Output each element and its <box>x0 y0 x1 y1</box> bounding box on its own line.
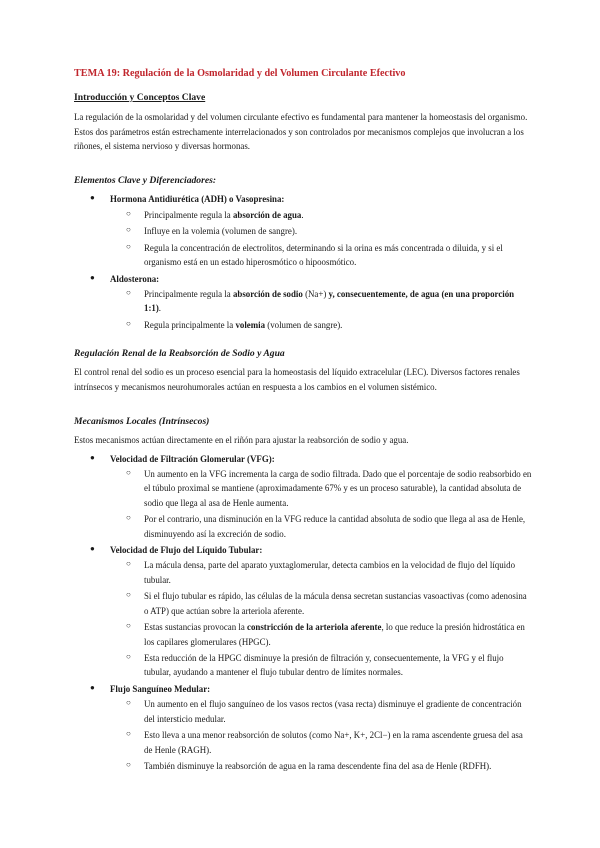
sub-item: ○ Regula principalmente la volemia (volumen de sangre). <box>126 318 343 330</box>
intro-heading: Introducción y Conceptos Clave <box>74 92 206 104</box>
elements-heading: Elementos Clave y Diferenciadores: <box>74 175 217 187</box>
list-item-flujo-tubular <box>74 543 532 680</box>
circle-bullet-icon: ○ <box>126 621 131 631</box>
sub-item: ○ Influye en la volemia (volumen de sangre). <box>126 225 298 237</box>
sub-item: ○ Principalmente regula la absorción de agua. <box>126 208 304 220</box>
sub-item: ○ Si el flujo tubular es rápido, las células de la mácula densa secretan sustancias vasoactivas (como adenosina o ATP) que actúan sobre la arteriola aferente. <box>126 590 527 616</box>
circle-bullet-icon: ○ <box>126 318 131 328</box>
intro-paragraph: La regulación de la osmolaridad y del volumen circulante efectivo es fundamental para mantener la homeostasis del organismo. Estos dos parámetros están estrechamente interrelacionados y son controlados por mecanismos complejos que involucran a los riñones, el sistema nervioso y diversas hormonas. <box>74 112 528 152</box>
circle-bullet-icon: ○ <box>126 698 131 708</box>
sub-item: ○ La mácula densa, parte del aparato yuxtaglomerular, detecta cambios en la velocidad de flujo del líquido tubular. <box>126 559 516 585</box>
local-heading: Mecanismos Locales (Intrínsecos) <box>74 416 210 428</box>
circle-bullet-icon: ○ <box>126 590 131 600</box>
sub-item: ○ Esta reducción de la HPGC disminuye la presión de filtración y, consecuentemente, la VFG y el flujo tubular, ayudando a mantener el flujo tubular dentro de límites normales. <box>126 651 504 678</box>
item-label: Flujo Sanguíneo Medular: <box>110 683 211 694</box>
elements-list <box>74 192 532 332</box>
sub-item: ○ Estas sustancias provocan la constricción de la arteriola aferente, lo que reduce la presión hidrostática en los capilares glomerulares (HPGC). <box>126 621 525 647</box>
bullet-icon: ● <box>90 452 95 462</box>
circle-bullet-icon: ○ <box>126 241 131 251</box>
item-label: Hormona Antidiurética (ADH) o Vasopresina: <box>110 194 285 205</box>
circle-bullet-icon: ○ <box>126 288 131 297</box>
circle-bullet-icon: ○ <box>126 225 131 235</box>
list-item-adh <box>74 192 532 269</box>
renal-heading: Regulación Renal de la Reabsorción de Sodio y Agua <box>74 348 285 360</box>
list-item-vfg <box>74 452 532 542</box>
bullet-icon: ● <box>90 544 95 554</box>
sub-item: ○ Un aumento en el flujo sanguíneo de los vasos rectos (vasa recta) disminuye el gradiente de concentración del intersticio medular. <box>126 698 522 724</box>
sub-item: ○ Principalmente regula la absorción de sodio (Na+) y, consecuentemente, de agua (en una proporción 1:1). <box>126 288 515 314</box>
item-label: Velocidad de Filtración Glomerular (VFG): <box>110 453 275 464</box>
circle-bullet-icon: ○ <box>126 759 131 769</box>
item-label: Velocidad de Flujo del Líquido Tubular: <box>110 545 263 556</box>
bullet-icon: ● <box>90 193 95 203</box>
local-list <box>74 452 532 774</box>
list-item-flujo-medular <box>74 682 532 774</box>
circle-bullet-icon: ○ <box>126 467 131 477</box>
circle-bullet-icon: ○ <box>126 208 131 218</box>
sub-item: ○ Por el contrario, una disminución en la VFG reduce la cantidad absoluta de sodio que llega al asa de Henle, disminuyendo así la excreción de sodio. <box>126 513 526 539</box>
sub-item: ○ Regula la concentración de electrolitos, determinando si la orina es más concentrada o diluida, y si el organismo está en un estado hiperosmótico o hipoosmótico. <box>126 241 503 268</box>
renal-paragraph: El control renal del sodio es un proceso esencial para la homeostasis del líquido extracelular (LEC). Diversos factores renales intrínsecos y mecanismos neurohumorales actúan en respuesta a los cambios en el volumen sistémico. <box>74 367 520 392</box>
sub-item: ○ También disminuye la reabsorción de agua en la rama descendente fina del asa de Henle (RDFH). <box>126 759 492 771</box>
sub-item: ○ Esto lleva a una menor reabsorción de solutos (como Na+, K+, 2Cl−) en la rama ascendente gruesa del asa de Henle (RAGH). <box>126 729 523 755</box>
sub-item: ○ Un aumento en la VFG incrementa la carga de sodio filtrada. Dado que el porcentaje de sodio reabsorbido en el túbulo proximal se mantiene (aproximadamente 67% y es un proceso saturable), la cantidad absoluta de sodio que llega al asa de Henle aumenta. <box>126 467 532 508</box>
page-title: TEMA 19: Regulación de la Osmolaridad y del Volumen Circulante Efectivo <box>74 68 406 79</box>
document-page <box>74 68 532 775</box>
circle-bullet-icon: ○ <box>126 513 131 523</box>
bullet-icon: ● <box>90 272 95 282</box>
circle-bullet-icon: ○ <box>126 559 131 569</box>
local-paragraph: Estos mecanismos actúan directamente en el riñón para ajustar la reabsorción de sodio y agua. <box>74 435 409 446</box>
item-label: Aldosterona: <box>110 273 160 284</box>
bullet-icon: ● <box>90 682 95 692</box>
circle-bullet-icon: ○ <box>126 651 131 661</box>
list-item-aldosterona <box>74 272 532 333</box>
circle-bullet-icon: ○ <box>126 729 131 739</box>
